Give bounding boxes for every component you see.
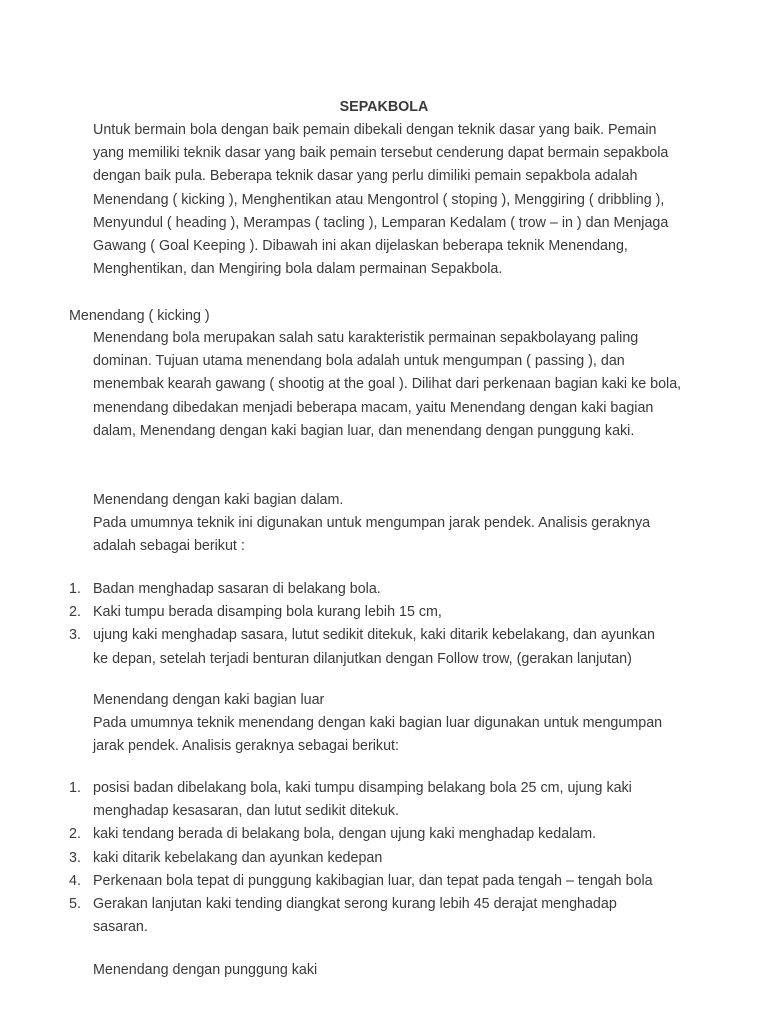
list-item <box>0 823 673 846</box>
list-item <box>0 624 673 670</box>
list-text: Gerakan lanjutan kaki tending diangkat serong kurang lebih 45 derajat menghadap sasaran. <box>93 896 617 936</box>
outside-foot-heading: Menendang dengan kaki bagian luar <box>93 692 325 708</box>
list-number: 2. <box>69 604 81 621</box>
list-text: ujung kaki menghadap sasara, lutut sedikit ditekuk, kaki ditarik kebelakang, dan ayunkan ke depan, setelah terjadi benturan dilanjutkan dengan Follow trow, (gerakan lanjutan) <box>93 627 655 667</box>
instep-heading: Menendang dengan punggung kaki <box>93 962 318 978</box>
list-number: 5. <box>69 896 81 913</box>
inside-foot-heading: Menendang dengan kaki bagian dalam. <box>93 492 344 508</box>
list-text: posisi badan dibelakang bola, kaki tumpu disamping belakang bola 25 cm, ujung kaki menghadap kesasaran, dan lutut sedikit ditekuk. <box>93 780 632 820</box>
list-text: kaki ditarik kebelakang dan ayunkan kedepan <box>93 849 383 866</box>
outside-foot-description: Pada umumnya teknik menendang dengan kaki bagian luar digunakan untuk mengumpan jarak pendek. Analisis geraknya sebagai berikut: <box>93 715 663 755</box>
page-title: SEPAKBOLA <box>339 99 429 115</box>
list-item <box>0 601 673 624</box>
list-item <box>0 870 673 893</box>
inside-foot-description: Pada umumnya teknik ini digunakan untuk mengumpan jarak pendek. Analisis geraknya adalah sebagai berikut : <box>93 515 651 555</box>
list-text: Kaki tumpu berada disamping bola kurang lebih 15 cm, <box>93 604 442 621</box>
list-item <box>0 893 673 939</box>
kicking-paragraph: Menendang bola merupakan salah satu karakteristik permainan sepakbolayang paling dominan. Tujuan utama menendang bola adalah untuk mengumpan ( passing ), dan menembak kearah gawang ( shootig at the goal ). Dilihat dari perkenaan bagian kaki ke bola, menendang dibedakan menjadi beberapa macam, yaitu Menendang dengan kaki bagian dalam, Menendang dengan kaki bagian luar, dan menendang dengan punggung kaki. <box>93 330 682 439</box>
list-number: 1. <box>69 581 81 597</box>
list-number: 3. <box>69 849 81 866</box>
outside-foot-steps <box>0 777 768 939</box>
list-item <box>0 847 673 870</box>
list-text: Badan menghadap sasaran di belakang bola. <box>93 581 381 597</box>
list-number: 2. <box>69 826 81 843</box>
list-item <box>0 777 673 823</box>
inside-foot-steps <box>0 578 768 671</box>
list-number: 1. <box>69 780 81 796</box>
list-item <box>0 578 673 601</box>
intro-paragraph: Untuk bermain bola dengan baik pemain dibekali dengan teknik dasar yang baik. Pemain yang memiliki teknik dasar yang baik pemain tersebut cenderung dapat bermain sepakbola dengan baik pula. Beberapa teknik dasar yang perlu dimiliki pemain sepakbola adalah Menendang ( kicking ), Menghentikan atau Mengontrol ( stoping ), Menggiring ( dribbling ), Menyundul ( heading ), Merampas ( tacling ), Lemparan Kedalam ( trow – in ) dan Menjaga Gawang ( Goal Keeping ). Dibawah ini akan dijelaskan beberapa teknik Menendang, Menghentikan, dan Mengiring bola dalam permainan Sepakbola. <box>93 122 669 278</box>
kicking-heading: Menendang ( kicking ) <box>69 308 210 324</box>
list-text: kaki tendang berada di belakang bola, dengan ujung kaki menghadap kedalam. <box>93 826 597 843</box>
list-text: Perkenaan bola tepat di punggung kakibagian luar, dan tepat pada tengah – tengah bola <box>93 872 653 889</box>
list-number: 4. <box>69 872 81 889</box>
list-number: 3. <box>69 627 81 644</box>
